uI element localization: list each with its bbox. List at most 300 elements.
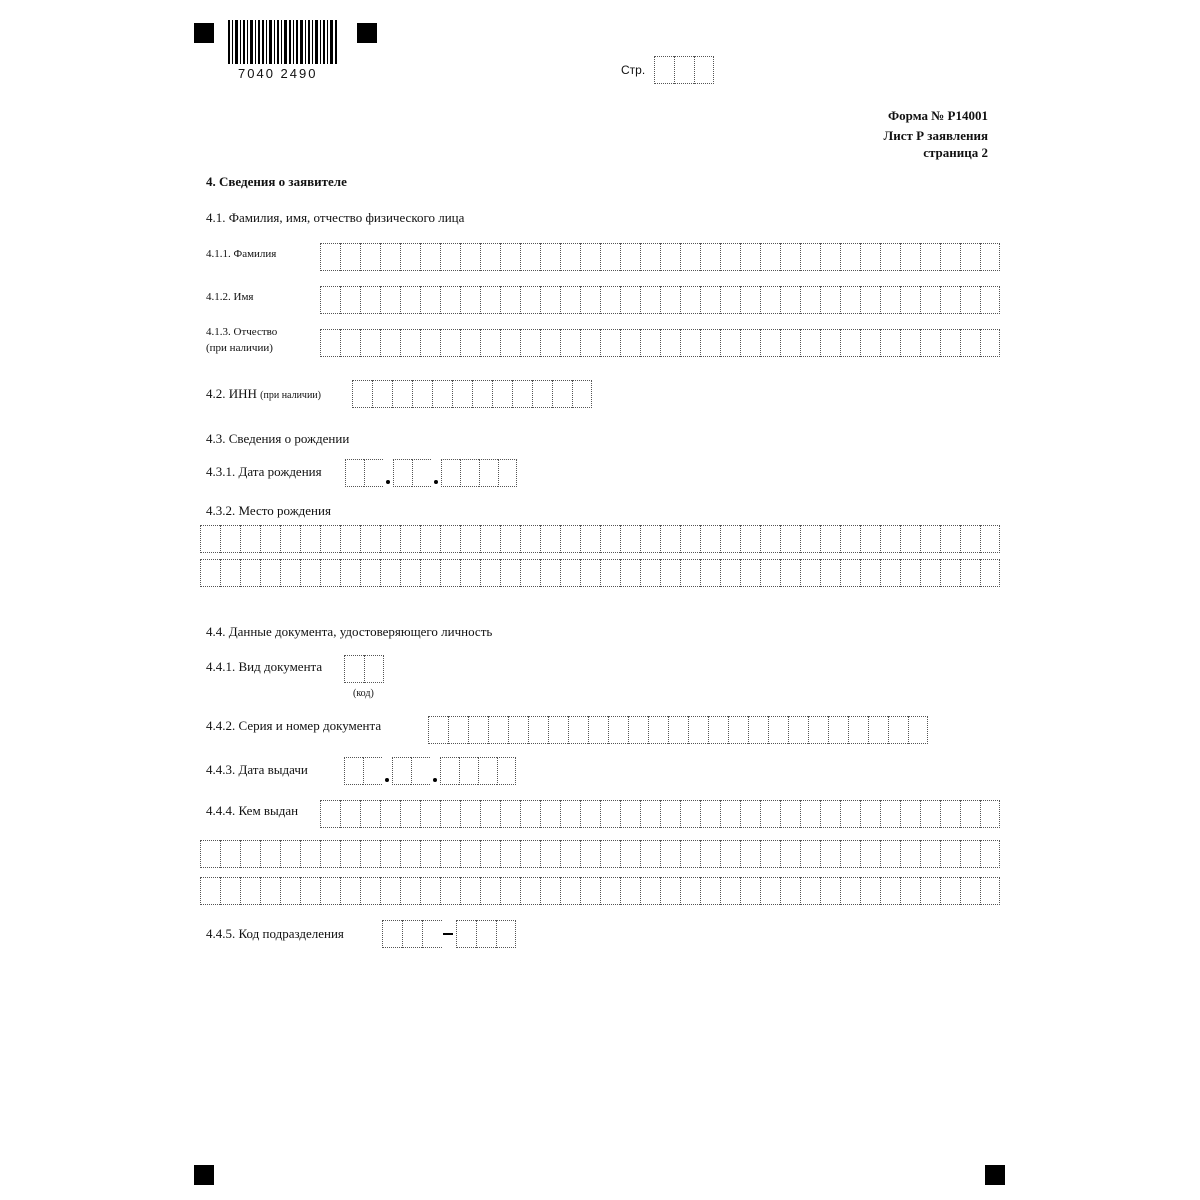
input-cell [520, 243, 540, 271]
division-code-label: 4.4.5. Код подразделения [206, 926, 344, 941]
date-separator-dot [430, 757, 440, 785]
input-cell [820, 329, 840, 357]
input-cell [540, 559, 560, 587]
input-cell [380, 329, 400, 357]
input-cell [780, 243, 800, 271]
input-cell [220, 877, 240, 905]
input-cell [860, 243, 880, 271]
date-separator-dot [382, 757, 392, 785]
input-cell [452, 380, 472, 408]
input-cell [340, 840, 360, 868]
input-cell [640, 243, 660, 271]
input-cell [320, 840, 340, 868]
input-cell [860, 329, 880, 357]
input-cell [340, 800, 360, 828]
input-cell [260, 559, 280, 587]
input-cell [668, 716, 688, 744]
input-cell [440, 877, 460, 905]
input-cell [800, 877, 820, 905]
input-cell [552, 380, 572, 408]
input-cell [420, 286, 440, 314]
input-cell [840, 525, 860, 553]
input-cell [600, 800, 620, 828]
input-cell [560, 286, 580, 314]
input-cell [800, 286, 820, 314]
input-cell [628, 716, 648, 744]
input-cell [728, 716, 748, 744]
input-cell [660, 877, 680, 905]
input-cell [420, 329, 440, 357]
input-cell [900, 243, 920, 271]
input-cell [780, 840, 800, 868]
input-cell [940, 286, 960, 314]
input-cell [280, 840, 300, 868]
input-cell [700, 525, 720, 553]
input-cell [860, 877, 880, 905]
input-cell [240, 525, 260, 553]
input-cell [498, 459, 517, 487]
input-cell [500, 559, 520, 587]
input-cell [360, 877, 380, 905]
input-cell [788, 716, 808, 744]
input-cell [500, 525, 520, 553]
input-cell [320, 329, 340, 357]
input-cell [400, 559, 420, 587]
input-cell [440, 559, 460, 587]
input-cell [320, 243, 340, 271]
input-cell [480, 525, 500, 553]
input-cell [880, 840, 900, 868]
input-cell [572, 380, 592, 408]
input-cell [720, 525, 740, 553]
doc-type-label: 4.4.1. Вид документа [206, 659, 323, 674]
issue-date-label: 4.4.3. Дата выдачи [206, 762, 308, 777]
surname-label: 4.1.1. Фамилия [206, 248, 277, 260]
doc-series-number-cells[interactable] [428, 716, 928, 744]
input-cell [460, 800, 480, 828]
input-cell [600, 559, 620, 587]
barcode-image [228, 20, 340, 68]
input-cell [460, 840, 480, 868]
input-cell [280, 877, 300, 905]
input-cell [460, 525, 480, 553]
page-counter-cell [654, 56, 674, 84]
input-cell [520, 525, 540, 553]
input-cell [780, 286, 800, 314]
input-cell [740, 877, 760, 905]
input-cell [960, 800, 980, 828]
input-cell [888, 716, 908, 744]
input-cell [828, 716, 848, 744]
doc-type-code-note: (код) [353, 688, 374, 699]
input-cell [820, 877, 840, 905]
input-cell [200, 840, 220, 868]
input-cell [748, 716, 768, 744]
input-cell [428, 716, 448, 744]
input-cell [980, 800, 1000, 828]
input-cell [940, 877, 960, 905]
page-counter-cell [694, 56, 714, 84]
input-cell [420, 243, 440, 271]
input-cell [900, 840, 920, 868]
input-cell [908, 716, 928, 744]
input-cell [680, 329, 700, 357]
input-cell [360, 286, 380, 314]
input-cell [492, 380, 512, 408]
input-cell [500, 800, 520, 828]
input-cell [540, 840, 560, 868]
input-cell [500, 243, 520, 271]
input-cell [620, 559, 640, 587]
input-cell [382, 920, 402, 948]
input-cell [680, 243, 700, 271]
input-cell [400, 800, 420, 828]
input-cell [720, 559, 740, 587]
input-cell [808, 716, 828, 744]
input-cell [540, 286, 560, 314]
date-separator-dot [383, 459, 393, 487]
input-cell [468, 716, 488, 744]
input-cell [980, 329, 1000, 357]
input-cell [460, 329, 480, 357]
input-cell [412, 380, 432, 408]
section-4-4-title: 4.4. Данные документа, удостоверяющего личность [206, 624, 493, 639]
registration-marker-bottom-right [985, 1165, 1005, 1185]
input-cell [660, 800, 680, 828]
input-cell [448, 716, 468, 744]
input-cell [400, 286, 420, 314]
input-cell [688, 716, 708, 744]
page-counter-cells[interactable] [654, 56, 714, 84]
form-number: Форма № Р14001 [888, 108, 988, 123]
input-cell [580, 525, 600, 553]
input-cell [780, 525, 800, 553]
input-cell [420, 840, 440, 868]
section-4-title: 4. Сведения о заявителе [206, 174, 347, 189]
surname-cells[interactable] [320, 243, 1000, 271]
input-cell [320, 525, 340, 553]
input-cell [700, 877, 720, 905]
input-cell [240, 877, 260, 905]
input-cell [460, 286, 480, 314]
input-cell [780, 329, 800, 357]
division-code-cells[interactable] [382, 920, 516, 948]
input-cell [680, 877, 700, 905]
input-cell [880, 286, 900, 314]
input-cell [700, 286, 720, 314]
input-cell [980, 840, 1000, 868]
issued-by-label: 4.4.4. Кем выдан [206, 803, 299, 818]
input-cell [820, 525, 840, 553]
input-cell [700, 559, 720, 587]
input-cell [640, 559, 660, 587]
inn-note: (при наличии) [260, 390, 321, 401]
input-cell [600, 329, 620, 357]
input-cell [980, 559, 1000, 587]
input-cell [860, 559, 880, 587]
input-cell [608, 716, 628, 744]
input-cell [400, 840, 420, 868]
input-cell [700, 840, 720, 868]
input-cell [920, 329, 940, 357]
input-cell [840, 329, 860, 357]
input-cell [580, 286, 600, 314]
input-cell [560, 800, 580, 828]
input-cell [508, 716, 528, 744]
input-cell [648, 716, 668, 744]
input-cell [940, 840, 960, 868]
input-cell [360, 243, 380, 271]
input-cell [432, 380, 452, 408]
input-cell [540, 877, 560, 905]
input-cell [768, 716, 788, 744]
input-cell [708, 716, 728, 744]
input-cell [940, 329, 960, 357]
input-cell [740, 243, 760, 271]
input-cell [520, 877, 540, 905]
input-cell [520, 840, 540, 868]
input-cell [880, 525, 900, 553]
first-name-cells[interactable] [320, 286, 1000, 314]
input-cell [240, 559, 260, 587]
input-cell [620, 800, 640, 828]
input-cell [220, 559, 240, 587]
patronymic-cells[interactable] [320, 329, 1000, 357]
input-cell [940, 559, 960, 587]
input-cell [900, 329, 920, 357]
input-cell [840, 286, 860, 314]
input-cell [340, 243, 360, 271]
date-separator-dot [431, 459, 441, 487]
input-cell [411, 757, 430, 785]
input-cell [380, 877, 400, 905]
input-cell [840, 800, 860, 828]
input-cell [600, 877, 620, 905]
input-cell [720, 877, 740, 905]
input-cell [960, 559, 980, 587]
input-cell [560, 243, 580, 271]
input-cell [820, 559, 840, 587]
input-cell [472, 380, 492, 408]
registration-marker-bottom-left [194, 1165, 214, 1185]
input-cell [900, 877, 920, 905]
input-cell [460, 243, 480, 271]
input-cell [600, 286, 620, 314]
input-cell [320, 559, 340, 587]
input-cell [780, 559, 800, 587]
input-cell [680, 286, 700, 314]
input-cell [520, 329, 540, 357]
input-cell [340, 286, 360, 314]
input-cell [920, 525, 940, 553]
input-cell [380, 243, 400, 271]
input-cell [540, 243, 560, 271]
input-cell [660, 286, 680, 314]
input-cell [320, 877, 340, 905]
inn-label [206, 386, 321, 402]
input-cell [760, 877, 780, 905]
input-cell [540, 525, 560, 553]
input-cell [548, 716, 568, 744]
input-cell [660, 243, 680, 271]
input-cell [520, 800, 540, 828]
input-cell [700, 800, 720, 828]
input-cell [920, 800, 940, 828]
input-cell [300, 559, 320, 587]
registration-marker-top-left [194, 23, 214, 43]
input-cell [480, 877, 500, 905]
input-cell [480, 329, 500, 357]
issued-by-cells-line-1[interactable] [320, 800, 1000, 828]
input-cell [412, 459, 431, 487]
input-cell [760, 840, 780, 868]
input-cell [380, 525, 400, 553]
input-cell [820, 243, 840, 271]
input-cell [456, 920, 476, 948]
input-cell [880, 559, 900, 587]
input-cell [300, 525, 320, 553]
input-cell [300, 840, 320, 868]
input-cell [780, 877, 800, 905]
input-cell [344, 655, 364, 683]
issue-date-cells[interactable] [344, 757, 516, 785]
input-cell [940, 525, 960, 553]
input-cell [620, 840, 640, 868]
input-cell [960, 243, 980, 271]
input-cell [920, 840, 940, 868]
input-cell [240, 840, 260, 868]
input-cell [320, 800, 340, 828]
input-cell [580, 877, 600, 905]
input-cell [340, 525, 360, 553]
input-cell [360, 800, 380, 828]
input-cell [940, 800, 960, 828]
issued-by-cells-line-2[interactable] [200, 840, 1000, 868]
input-cell [900, 525, 920, 553]
input-cell [920, 559, 940, 587]
issued-by-cells-line-3[interactable] [200, 877, 1000, 905]
input-cell [200, 877, 220, 905]
input-cell [440, 286, 460, 314]
birth-place-cells-line-1[interactable] [200, 525, 1000, 553]
input-cell [660, 525, 680, 553]
input-cell [760, 559, 780, 587]
page-counter-cell [674, 56, 694, 84]
input-cell [600, 243, 620, 271]
input-cell [920, 286, 940, 314]
input-cell [422, 920, 442, 948]
input-cell [900, 559, 920, 587]
input-cell [580, 800, 600, 828]
input-cell [740, 525, 760, 553]
input-cell [460, 559, 480, 587]
input-cell [364, 459, 383, 487]
patronymic-note: (при наличии) [206, 342, 273, 354]
input-cell [760, 329, 780, 357]
input-cell [820, 840, 840, 868]
input-cell [280, 525, 300, 553]
input-cell [760, 286, 780, 314]
input-cell [740, 840, 760, 868]
input-cell [720, 329, 740, 357]
patronymic-label: 4.1.3. Отчество [206, 326, 278, 338]
input-cell [580, 559, 600, 587]
input-cell [500, 840, 520, 868]
input-cell [840, 243, 860, 271]
input-cell [640, 800, 660, 828]
input-cell [380, 286, 400, 314]
inn-label-text: 4.2. ИНН [206, 386, 257, 401]
input-cell [528, 716, 548, 744]
input-cell [560, 559, 580, 587]
input-cell [441, 459, 460, 487]
input-cell [880, 243, 900, 271]
input-cell [440, 525, 460, 553]
input-cell [920, 877, 940, 905]
birth-date-cells[interactable] [345, 459, 517, 487]
input-cell [380, 559, 400, 587]
input-cell [880, 329, 900, 357]
input-cell [360, 329, 380, 357]
input-cell [868, 716, 888, 744]
input-cell [380, 800, 400, 828]
input-cell [540, 329, 560, 357]
input-cell [880, 877, 900, 905]
input-cell [848, 716, 868, 744]
input-cell [340, 329, 360, 357]
code-separator-dash [442, 920, 456, 948]
input-cell [352, 380, 372, 408]
inn-cells[interactable] [352, 380, 592, 408]
input-cell [568, 716, 588, 744]
input-cell [363, 757, 382, 785]
input-cell [920, 243, 940, 271]
birth-place-cells-line-2[interactable] [200, 559, 1000, 587]
input-cell [640, 329, 660, 357]
input-cell [500, 329, 520, 357]
input-cell [700, 243, 720, 271]
input-cell [960, 329, 980, 357]
input-cell [720, 840, 740, 868]
section-4-3-title: 4.3. Сведения о рождении [206, 431, 350, 446]
section-4-1-title: 4.1. Фамилия, имя, отчество физического лица [206, 210, 465, 225]
doc-type-cells[interactable] [344, 655, 384, 683]
input-cell [480, 840, 500, 868]
input-cell [400, 877, 420, 905]
input-cell [560, 877, 580, 905]
input-cell [720, 800, 740, 828]
input-cell [980, 525, 1000, 553]
input-cell [420, 525, 440, 553]
input-cell [840, 840, 860, 868]
input-cell [960, 525, 980, 553]
input-cell [800, 559, 820, 587]
input-cell [497, 757, 516, 785]
input-cell [600, 525, 620, 553]
input-cell [960, 286, 980, 314]
page-counter-label: Стр. [621, 63, 646, 77]
input-cell [860, 525, 880, 553]
input-cell [364, 655, 384, 683]
input-cell [620, 243, 640, 271]
input-cell [440, 840, 460, 868]
input-cell [300, 877, 320, 905]
form-sheet: Лист Р заявления [883, 128, 988, 143]
input-cell [260, 525, 280, 553]
input-cell [740, 800, 760, 828]
input-cell [940, 243, 960, 271]
input-cell [680, 525, 700, 553]
